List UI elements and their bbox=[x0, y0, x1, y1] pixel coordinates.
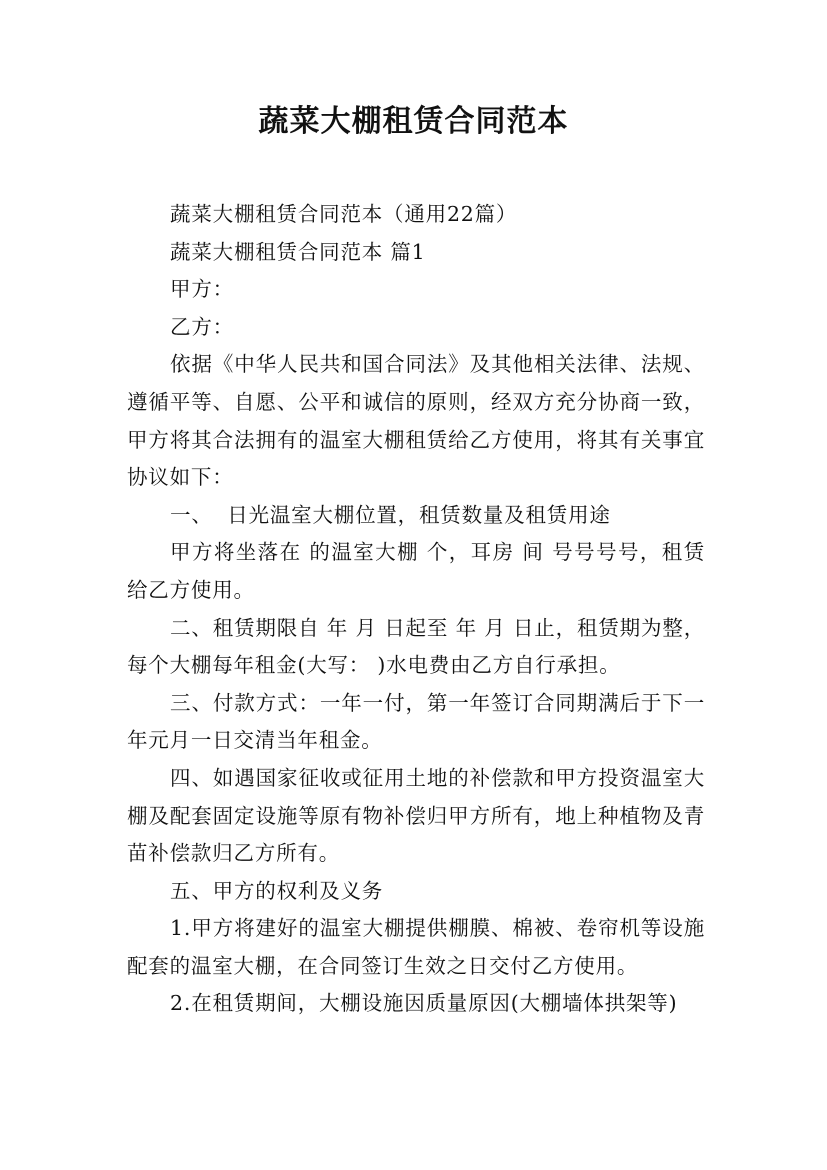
paragraph-preamble: 依据《中华人民共和国合同法》及其他相关法律、法规、遵循平等、自愿、公平和诚信的原则，经双方充分协商一致，甲方将其合法拥有的温室大棚租赁给乙方使用，将其有关事宜协议如下： bbox=[127, 352, 705, 490]
paragraph-clause-5-heading: 五、甲方的权利及义务 bbox=[170, 878, 384, 903]
paragraph-subtitle: 蔬菜大棚租赁合同范本（通用22篇） bbox=[170, 202, 518, 226]
paragraph-clause-1-body: 甲方将坐落在 的温室大棚 个，耳房 间 号号号号，租赁给乙方使用。 bbox=[127, 540, 705, 602]
document-body bbox=[127, 196, 705, 1023]
paragraph-party-b: 乙方： bbox=[170, 314, 234, 339]
paragraph-section-heading: 蔬菜大棚租赁合同范本 篇1 bbox=[170, 239, 426, 264]
paragraph-party-a: 甲方： bbox=[170, 277, 234, 302]
paragraph-clause-2: 二、租赁期限自 年 月 日起至 年 月 日止，租赁期为整，每个大棚每年租金(大写： )水电费由乙方自行承担。 bbox=[127, 615, 705, 678]
paragraph-clause-5-item-1: 1.甲方将建好的温室大棚提供棚膜、棉被、卷帘机等设施配套的温室大棚，在合同签订生效之日交付乙方使用。 bbox=[127, 916, 705, 978]
paragraph-clause-4: 四、如遇国家征收或征用土地的补偿款和甲方投资温室大棚及配套固定设施等原有物补偿归甲方所有，地上种植物及青苗补偿款归乙方所有。 bbox=[127, 765, 705, 866]
paragraph-clause-3: 三、付款方式：一年一付，第一年签订合同期满后于下一年元月一日交清当年租金。 bbox=[127, 690, 705, 753]
document-title: 蔬菜大棚租赁合同范本 bbox=[258, 104, 569, 139]
paragraph-clause-5-item-2: 2.在租赁期间，大棚设施因质量原因(大棚墙体拱架等) bbox=[170, 991, 678, 1016]
paragraph-clause-1-heading: 一、 日光温室大棚位置，租赁数量及租赁用途 bbox=[170, 502, 611, 527]
